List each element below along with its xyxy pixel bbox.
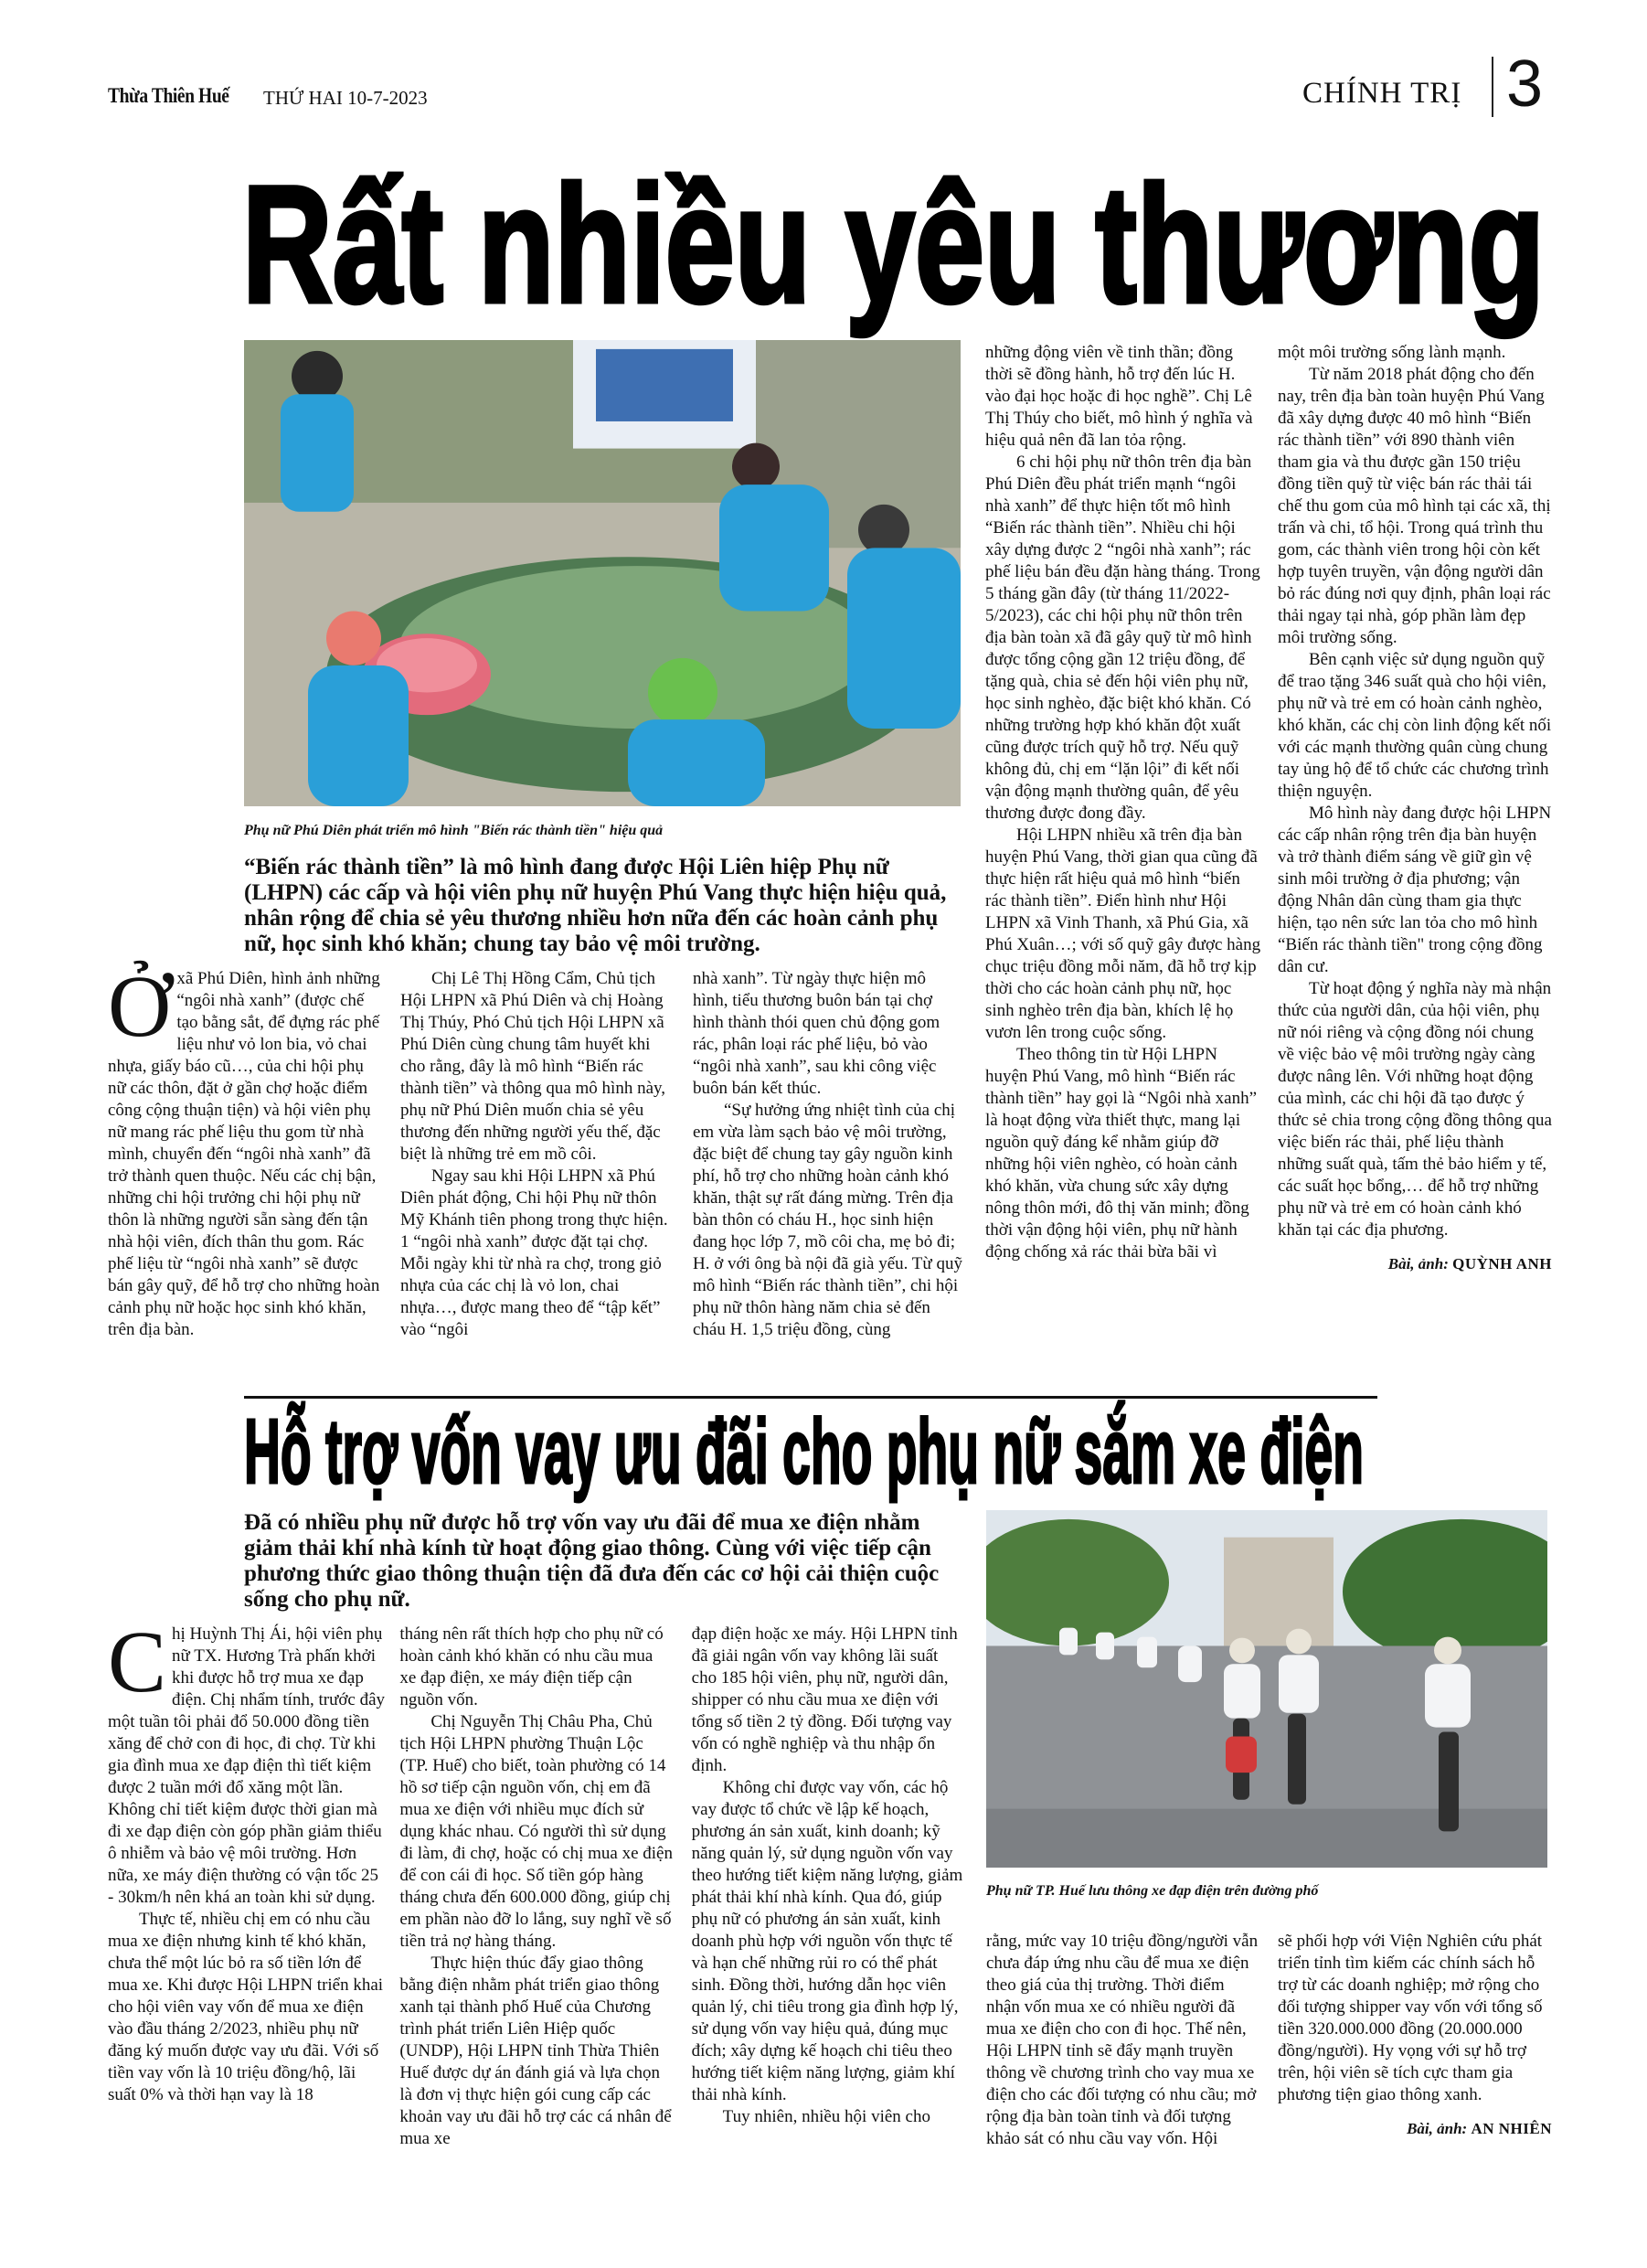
masthead: Thừa Thiên Huế: [108, 84, 229, 107]
paragraph: 6 chi hội phụ nữ thôn trên địa bàn Phú Diên đều phát triển mạnh “ngôi nhà xanh” để thực hiện tốt mô hình “Biến rác thành tiền”. Nhiều chi hội xây dựng được 2 “ngôi nhà xanh”; rác phế liệu bán đều đặn hàng tháng. Trong 5 tháng gần đây (từ tháng 11/2022-5/2023), các chi hội phụ nữ thôn trên địa bàn toàn xã đã gây quỹ từ mô hình được tổng cộng gần 12 triệu đồng, để tặng quà, chia sẻ đến hội viên phụ nữ, học sinh nghèo, đặc biệt khó khăn. Có những trường hợp khó khăn đột xuất cũng được trích quỹ hỗ trợ. Nếu quỹ không đủ, chị em “lặn lội” đi kết nối vận động mạnh thường quân, để yêu thương được đong đầy.: [985, 453, 1260, 823]
paragraph: Không chỉ được vay vốn, các hộ vay được tổ chức về lập kế hoạch, phương án sản xuất, kinh doanh; kỹ năng quản lý, sử dụng nguồn vốn vay theo hướng tiết kiệm năng lượng, giảm phát thải khí nhà kính. Qua đó, giúp phụ nữ có phương án sản xuất, kinh doanh phù hợp với nguồn vốn thực tế và hạn chế những rủi ro có thể phát sinh. Đồng thời, hướng dẫn học viên quản lý, chi tiêu trong gia đình hợp lý, sử dụng vốn vay hiệu quả, đúng mục đích; xây dựng kế hoạch chi tiêu theo hướng tiết kiệm năng lượng, giảm khí thải nhà kính.: [691, 1778, 963, 2104]
article2-column-4: [986, 1931, 1262, 2150]
paragraph: tháng nên rất thích hợp cho phụ nữ có hoàn cảnh khó khăn có nhu cầu mua xe đạp điện, xe máy điện tiếp cận nguồn vốn.: [399, 1624, 664, 1709]
paragraph: Ngay sau khi Hội LHPN xã Phú Diên phát động, Chi hội Phụ nữ thôn Mỹ Khánh tiên phong trong thực hiện. 1 “ngôi nhà xanh” được đặt tại chợ. Mỗi ngày khi từ nhà ra chợ, trong giỏ nhựa của các chị là vỏ lon, chai nhựa…, được mang theo để “tập kết” vào “ngôi: [400, 1166, 668, 1339]
article1-headline: [242, 151, 1547, 338]
article1-column-5: [1278, 342, 1552, 1274]
article1-headline-text: Rất nhiều yêu thương: [242, 151, 1545, 337]
article2-column-2: [399, 1624, 673, 2150]
paragraph: Chị Nguyễn Thị Châu Pha, Chủ tịch Hội LHPN phường Thuận Lộc (TP. Huế) cho biết, toàn phường có 14 hồ sơ tiếp cận nguồn vốn, chị em đã mua xe điện với nhiều mục đích sử dụng khác nhau. Có người thì sử dụng đi làm, đi chợ, hoặc có chị mua xe điện để con cái đi học. Số tiền góp hàng tháng chưa đến 600.000 đồng, giúp chị em phần nào đỡ lo lắng, suy nghĩ về số tiền trả nợ hàng tháng.: [399, 1712, 673, 1951]
dropcap: Ở: [108, 957, 172, 1055]
article1-column-4: [985, 342, 1261, 1263]
paragraph: “Sự hưởng ứng nhiệt tình của chị em vừa làm sạch bảo vệ môi trường, đặc biệt để chung tay gây nguồn kinh phí, hỗ trợ cho những hoàn cảnh khó khăn, thật sự rất đáng mừng. Trên địa bàn thôn có cháu H., học sinh hiện đang học lớp 7, mồ côi cha, mẹ bỏ đi; H. ở với ông bà nội đã già yếu. Từ quỹ mô hình “Biến rác thành tiền”, chi hội phụ nữ thôn hàng năm chia sẻ đến cháu H. 1,5 triệu đồng, cùng: [693, 1101, 962, 1339]
paragraph-text: xã Phú Diên, hình ảnh những “ngôi nhà xanh” (được chế tạo bằng sắt, để đựng rác phế liệu như vỏ lon bia, vỏ chai nhựa, giấy báo cũ…, của chi hội phụ nữ các thôn, đặt ở gần chợ hoặc điểm công cộng thuận tiện) và hội viên phụ nữ mang rác phế liệu thu gom từ nhà mình, chuyển đến “ngôi nhà xanh” đã trở thành quen thuộc. Nếu các chị bận, những chi hội trưởng chi hội phụ nữ thôn là những người sẵn sàng đến tận nhà hội viên, đích thân thu gom. Rác phế liệu từ “ngôi nhà xanh” sẽ được bán gây quỹ, để hỗ trợ cho những hoàn cảnh phụ nữ hoặc học sinh khó khăn, trên địa bàn.: [108, 969, 380, 1339]
article2-byline: [1278, 2119, 1552, 2139]
paragraph: Mô hình này đang được hội LHPN các cấp nhân rộng trên địa bàn huyện và trở thành điểm sáng về giữ gìn vệ sinh môi trường ở địa phương; vận động Nhân dân cùng tham gia thực hiện, tạo nên sức lan tỏa cho mô hình “Biến rác thành tiền" trong cộng đồng dân cư.: [1278, 804, 1552, 976]
section-title: CHÍNH TRỊ: [1302, 77, 1462, 110]
paragraph: một môi trường sống lành mạnh.: [1278, 343, 1506, 362]
header-divider: [1492, 57, 1493, 117]
paragraph: Bên cạnh việc sử dụng nguồn quỹ để trao tặng 346 suất quà cho hội viên, phụ nữ và trẻ em có hoàn cảnh nghèo, khó khăn, các chị còn linh động kết nối với các mạnh thường quân cùng chung tay ủng hộ để tổ chức các chương trình thiện nguyện.: [1278, 650, 1552, 801]
article2-column-1: [108, 1613, 386, 2106]
article2-headline: [244, 1399, 1368, 1507]
issue-date: THỨ HAI 10-7-2023: [263, 87, 428, 109]
paragraph: Từ năm 2018 phát động cho đến nay, trên địa bàn toàn huyện Phú Vang đã xây dựng được 40 mô hình “Biến rác thành tiền” với 890 thành viên tham gia và thu được gần 150 triệu đồng tiền quỹ từ việc bán rác thải tái chế thu gom của mô hình tại các xã, thị trấn và chi, tổ hội. Trong quá trình thu gom, các thành viên trong hội còn kết hợp tuyên truyền, vận động người dân bỏ rác đúng nơi quy định, phân loại rác thải ngay tại nhà, góp phần làm đẹp môi trường sống.: [1278, 365, 1551, 647]
byline-label: Bài, ảnh:: [1387, 1255, 1449, 1272]
paragraph: nhà xanh”. Từ ngày thực hiện mô hình, tiểu thương buôn bán tại chợ hình thành thói quen chủ động gom rác, phân loại rác phế liệu, bỏ vào “ngôi nhà xanh”, sau khi công việc buôn bán kết thúc.: [693, 969, 940, 1098]
article1-column-1: [108, 957, 384, 1341]
article2-column-3: [692, 1624, 967, 2128]
article2-columns-row: [108, 1613, 967, 2150]
paragraph: Theo thông tin từ Hội LHPN huyện Phú Vang, mô hình “Biến rác thành tiền” hay gọi là “Ngôi nhà xanh” là hoạt động vừa thiết thực, mang lại nguồn quỹ đáng kể nhằm giúp đỡ những hội viên nghèo, có hoàn cảnh khó khăn, vừa chung sức xây dựng nông thôn mới, đô thị văn minh; đồng thời vận động hội viên, phụ nữ hành động chống xả rác thải bừa bãi vì: [985, 1045, 1258, 1262]
article1-byline: [1278, 1254, 1552, 1274]
paragraph: sẽ phối hợp với Viện Nghiên cứu phát triển tỉnh tìm kiếm các chính sách hỗ trợ từ các doanh nghiệp; mở rộng cho đối tượng shipper vay vốn với tổng số tiền 320.000.000 đồng (20.000.000 đồng/người). Hy vọng với sự hỗ trợ trên, hội viên sẽ tích cực tham gia phương tiện giao thông xanh.: [1278, 1932, 1543, 2104]
article2-photo: [986, 1510, 1547, 1868]
byline-author: AN NHIÊN: [1471, 2120, 1552, 2137]
paragraph-text: hị Huỳnh Thị Ái, hội viên phụ nữ TX. Hương Trà phấn khởi khi được hỗ trợ mua xe đạp điện. Chị nhẩm tính, trước đây một tuần tôi phải đổ 50.000 đồng tiền xăng để chở con đi học, đi chợ. Từ khi gia đình mua xe đạp điện thì tiết kiệm được 2 tuần mới đổ xăng một lần. Không chỉ tiết kiệm được thời gian mà đi xe đạp điện còn góp phần giảm thiểu ô nhiễm và bảo vệ môi trường. Hơn nữa, xe máy điện thường có vận tốc 25 - 30km/h nên khá an toàn khi sử dụng.: [108, 1624, 386, 1907]
paragraph: [108, 1613, 386, 1909]
paragraph: Từ hoạt động ý nghĩa này mà nhận thức của người dân, của hội viên, phụ nữ nói riêng và cộng đồng nói chung về việc bảo vệ môi trường ngày càng được nâng lên. Với những hoạt động của mình, các chi hội đã tạo được ý thức sẻ chia trong cộng đồng thông qua việc biến rác thải, phế liệu thành những suất quà, tấm thẻ bảo hiểm y tế, các suất học bổng,… để hỗ trợ những phụ nữ và trẻ em có hoàn cảnh khó khăn tại các địa phương.: [1278, 979, 1552, 1240]
article1-lead: “Biến rác thành tiền” là mô hình đang được Hội Liên hiệp Phụ nữ (LHPN) các cấp và hội viên phụ nữ huyện Phú Vang thực hiện hiệu quả, nhân rộng để chia sẻ yêu thương nhiều hơn nữa đến các hoàn cảnh phụ nữ, học sinh khó khăn; chung tay bảo vệ môi trường.: [244, 855, 947, 956]
byline-author: QUỲNH ANH: [1452, 1255, 1552, 1272]
paragraph: Thực tế, nhiều chị em có nhu cầu mua xe điện nhưng kinh tế khó khăn, chưa thể một lúc bỏ ra số tiền lớn để mua xe. Khi được Hội LHPN triển khai cho hội viên vay vốn để mua xe điện vào đầu tháng 2/2023, nhiều phụ nữ đăng ký muốn được vay ưu đãi. Với số tiền vay vốn là 10 triệu đồng/hộ, lãi suất 0% và thời hạn vay là 18: [108, 1910, 384, 2104]
article2-headline-text: Hỗ trợ vốn vay ưu đãi cho phụ nữ sắm xe điện: [244, 1400, 1364, 1503]
article1-photo-caption: Phụ nữ Phú Diên phát triển mô hình "Biến rác thành tiền" hiệu quả: [244, 823, 664, 838]
byline-label: Bài, ảnh:: [1407, 2120, 1468, 2137]
dropcap: C: [108, 1613, 167, 1710]
article2-column-5: [1278, 1931, 1552, 2139]
article1-column-2: [400, 968, 671, 1341]
article1-columns-row: [108, 957, 967, 1341]
paragraph: Hội LHPN nhiều xã trên địa bàn huyện Phú Vang, thời gian qua cũng đã thực hiện rất hiệu quả mô hình “biến rác thành tiền”. Điển hình như Hội LHPN xã Vinh Thanh, xã Phú Gia, xã Phú Xuân…; với số quỹ gây được hàng chục triệu đồng mỗi năm, đã hỗ trợ kịp thời cho các hoàn cảnh phụ nữ, học sinh nghèo trên địa bàn, khích lệ họ vươn lên trong cuộc sống.: [985, 825, 1261, 1042]
article1-photo: [244, 340, 961, 806]
paragraph: Chị Lê Thị Hồng Cẩm, Chủ tịch Hội LHPN xã Phú Diên và chị Hoàng Thị Thúy, Phó Chủ tịch Hội LHPN xã Phú Diên cùng chung tâm huyết khi cho rằng, đây là mô hình “Biến rác thành tiền” và thông qua mô hình này, phụ nữ Phú Diên muốn chia sẻ yêu thương đến những người yếu thế, đặc biệt là những trẻ em mồ côi.: [400, 969, 666, 1164]
article2-lead: Đã có nhiều phụ nữ được hỗ trợ vốn vay ưu đãi để mua xe điện nhằm giảm thải khí nhà kính từ hoạt động giao thông. Cùng với việc tiếp cận phương thức giao thông thuận tiện đã đưa đến các cơ hội cải thiện cuộc sống cho phụ nữ.: [244, 1510, 940, 1612]
article2-photo-caption: Phụ nữ TP. Huế lưu thông xe đạp điện trên đường phố: [986, 1883, 1319, 1899]
paragraph: [108, 957, 384, 1341]
paragraph: Thực hiện thúc đẩy giao thông bằng điện nhằm phát triển giao thông xanh tại thành phố Huế của Chương trình phát triển Liên Hiệp quốc (UNDP), Hội LHPN tỉnh Thừa Thiên Huế được dự án đánh giá và lựa chọn là đơn vị thực hiện gói cung cấp các khoản vay ưu đãi hỗ trợ các cá nhân để mua xe: [399, 1954, 672, 2148]
paragraph: những động viên về tinh thần; đồng thời sẽ đồng hành, hỗ trợ đến lúc H. vào đại học hoặc đi học nghề”. Chị Lê Thị Thúy cho biết, mô hình ý nghĩa và hiệu quả nên đã lan tỏa rộng.: [985, 343, 1253, 450]
paragraph: đạp điện hoặc xe máy. Hội LHPN tỉnh đã giải ngân vốn vay không lãi suất cho 185 hội viên, phụ nữ, người dân, shipper có nhu cầu mua xe điện với tổng số tiền 2 tỷ đồng. Đối tượng vay vốn có nghề nghiệp và thu nhập ổn định.: [691, 1624, 958, 1775]
article1-column-3: [693, 968, 963, 1341]
article1-lower-block: [108, 855, 967, 1341]
paragraph: Tuy nhiên, nhiều hội viên cho: [722, 2107, 930, 2126]
article2-lower-block: [108, 1510, 967, 2150]
page-number: 3: [1506, 48, 1544, 121]
paragraph: rằng, mức vay 10 triệu đồng/người vẫn chưa đáp ứng nhu cầu để mua xe điện theo giá của thị trường. Thời điểm nhận vốn mua xe có nhiều người đã mua xe điện cho con đi học. Thế nên, Hội LHPN tỉnh sẽ đẩy mạnh truyền thông về chương trình cho vay mua xe điện cho các đối tượng có nhu cầu; mở rộng địa bàn toàn tỉnh và đối tượng khảo sát có nhu cầu vay vốn. Hội: [986, 1932, 1259, 2148]
